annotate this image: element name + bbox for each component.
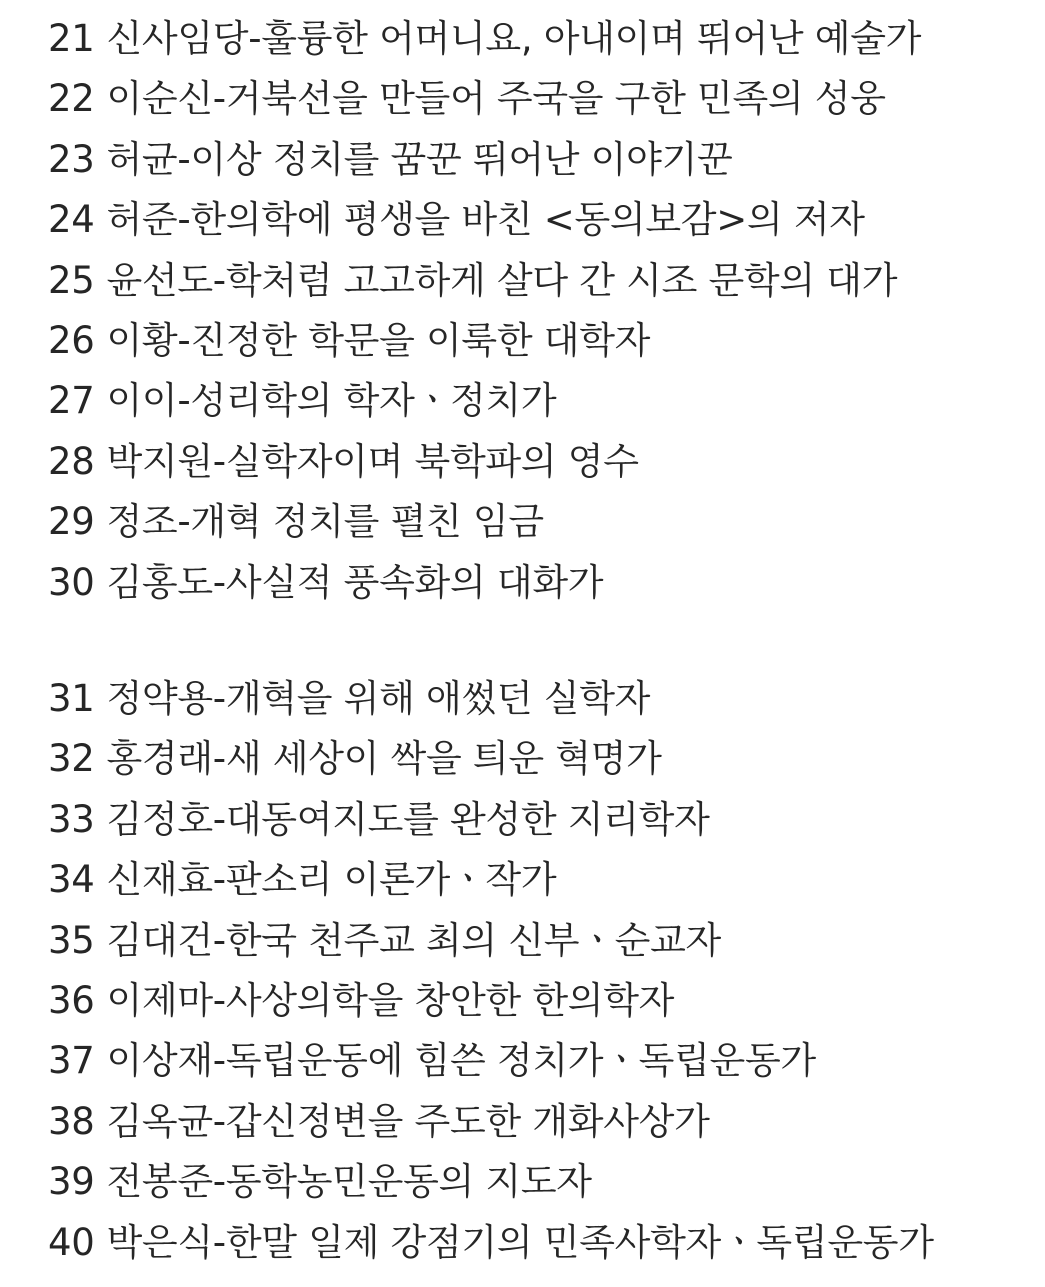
item-number: 26 — [48, 318, 95, 362]
item-number: 22 — [48, 77, 95, 121]
list-item — [48, 971, 934, 1031]
item-number: 33 — [48, 797, 95, 841]
list-item — [48, 669, 934, 729]
item-number: 23 — [48, 137, 95, 181]
item-text: 전봉준-동학농민운동의 지도자 — [106, 1160, 592, 1204]
list-item — [48, 190, 921, 250]
item-number: 21 — [48, 17, 95, 60]
item-number: 39 — [48, 1160, 95, 1204]
list-item — [48, 1031, 934, 1091]
list-item — [48, 911, 934, 971]
item-text: 이제마-사상의학을 창안한 한의학자 — [106, 978, 675, 1022]
item-number: 37 — [48, 1039, 95, 1083]
item-number: 30 — [48, 560, 95, 604]
list-item — [48, 432, 921, 492]
item-number: 27 — [48, 379, 95, 423]
list-item — [48, 729, 934, 789]
list-item — [48, 553, 921, 613]
list-item — [48, 130, 921, 190]
person-list-31-40 — [48, 669, 934, 1273]
item-number: 32 — [48, 737, 95, 781]
list-item — [48, 9, 921, 69]
list-item — [48, 850, 934, 910]
list-item — [48, 492, 921, 552]
list-item — [48, 1213, 934, 1273]
list-item — [48, 251, 921, 311]
item-text: 이상재-독립운동에 힘쓴 정치가ㆍ독립운동가 — [106, 1039, 816, 1083]
item-number: 38 — [48, 1099, 95, 1143]
item-text: 이이-성리학의 학자ㆍ정치가 — [106, 379, 557, 423]
item-text: 이황-진정한 학문을 이룩한 대학자 — [106, 318, 651, 362]
item-text: 허준-한의학에 평생을 바친 <동의보감>의 저자 — [106, 198, 865, 242]
item-number: 31 — [48, 677, 95, 720]
item-text: 신재효-판소리 이론가ㆍ작가 — [106, 858, 557, 902]
item-number: 25 — [48, 258, 95, 302]
item-text: 박지원-실학자이며 북학파의 영수 — [106, 439, 639, 483]
item-text: 이순신-거북선을 만들어 주국을 구한 민족의 성웅 — [106, 77, 886, 121]
item-text: 정약용-개혁을 위해 애썼던 실학자 — [106, 677, 651, 720]
item-number: 28 — [48, 439, 95, 483]
item-text: 김홍도-사실적 풍속화의 대화가 — [106, 560, 604, 604]
item-text: 윤선도-학처럼 고고하게 살다 간 시조 문학의 대가 — [106, 258, 898, 302]
item-number: 24 — [48, 198, 95, 242]
item-text: 박은식-한말 일제 강점기의 민족사학자ㆍ독립운동가 — [106, 1220, 934, 1264]
item-number: 29 — [48, 500, 95, 544]
item-text: 허균-이상 정치를 꿈꾼 뛰어난 이야기꾼 — [106, 137, 733, 181]
person-list-21-30 — [48, 9, 921, 613]
item-number: 35 — [48, 918, 95, 962]
item-number: 36 — [48, 978, 95, 1022]
item-text: 김정호-대동여지도를 완성한 지리학자 — [106, 797, 710, 841]
list-item — [48, 790, 934, 850]
item-text: 신사임당-훌륭한 어머니요, 아내이며 뛰어난 예술가 — [106, 17, 922, 60]
item-number: 40 — [48, 1220, 95, 1264]
list-item — [48, 69, 921, 129]
item-text: 김대건-한국 천주교 최의 신부ㆍ순교자 — [106, 918, 721, 962]
item-text: 정조-개혁 정치를 펼친 임금 — [106, 500, 544, 544]
item-text: 홍경래-새 세상이 싹을 틔운 혁명가 — [106, 737, 662, 781]
list-item — [48, 311, 921, 371]
item-text: 김옥균-갑신정변을 주도한 개화사상가 — [106, 1099, 710, 1143]
item-number: 34 — [48, 858, 95, 902]
list-item — [48, 1152, 934, 1212]
list-item — [48, 1092, 934, 1152]
list-item — [48, 371, 921, 431]
